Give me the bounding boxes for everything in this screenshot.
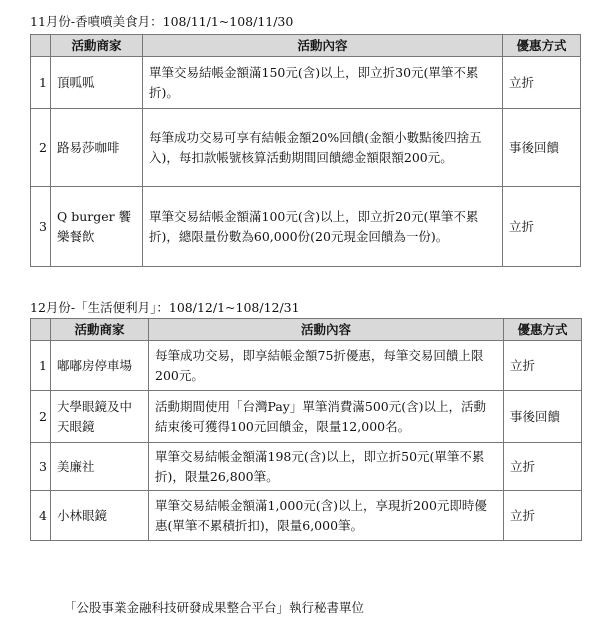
merchant-name: 美廉社: [51, 443, 149, 491]
row-number: 3: [31, 443, 51, 491]
table-row: [31, 341, 582, 391]
merchant-name: Q burger 饗樂餐飲: [51, 187, 143, 267]
offer-type: 立折: [504, 491, 582, 541]
table-row: [31, 391, 582, 443]
row-number: 2: [31, 391, 51, 443]
row-number: 4: [31, 491, 51, 541]
merchant-name: 路易莎咖啡: [51, 109, 143, 187]
offer-type: 立折: [504, 341, 582, 391]
promotion-content: 每筆成功交易可享有結帳金額20%回饋(金額小數點後四捨五入)，每扣款帳號核算活動期間回饋總金額限額200元。: [143, 109, 503, 187]
table-row: [31, 443, 582, 491]
header-merchant: 活動商家: [51, 35, 143, 57]
header-number: [31, 35, 51, 57]
november-promotions-table: [30, 34, 581, 267]
table-header-row: [31, 35, 581, 57]
offer-type: 立折: [503, 57, 581, 109]
promotion-content: 單筆交易結帳金額滿100元(含)以上，即立折20元(單筆不累折)，總限量份數為60,000份(20元現金回饋為一份)。: [143, 187, 503, 267]
promotion-content: 單筆交易結帳金額滿1,000元(含)以上，享現折200元即時優惠(單筆不累積折扣)，限量6,000筆。: [149, 491, 504, 541]
merchant-name: 大學眼鏡及中天眼鏡: [51, 391, 149, 443]
header-merchant: 活動商家: [51, 319, 149, 341]
row-number: 1: [31, 341, 51, 391]
table-row: [31, 187, 581, 267]
header-offer: 優惠方式: [503, 35, 581, 57]
offer-type: 事後回饋: [504, 391, 582, 443]
header-content: 活動內容: [143, 35, 503, 57]
merchant-name: 頂呱呱: [51, 57, 143, 109]
merchant-name: 嘟嘟房停車場: [51, 341, 149, 391]
table-row: [31, 109, 581, 187]
offer-type: 立折: [503, 187, 581, 267]
promotion-content: 單筆交易結帳金額滿150元(含)以上，即立折30元(單筆不累折)。: [143, 57, 503, 109]
section-1-caption: 11月份-香噴噴美食月：108/11/1~108/11/30: [30, 14, 294, 29]
organizer-footer: 「公股事業金融科技研發成果整合平台」執行秘書單位: [64, 600, 365, 615]
offer-type: 事後回饋: [503, 109, 581, 187]
header-offer: 優惠方式: [504, 319, 582, 341]
offer-type: 立折: [504, 443, 582, 491]
table-row: [31, 57, 581, 109]
row-number: 1: [31, 57, 51, 109]
section-2-caption: 12月份-「生活便利月」：108/12/1~108/12/31: [30, 300, 300, 315]
promotion-content: 單筆交易結帳金額滿198元(含)以上，即立折50元(單筆不累折)，限量26,800筆。: [149, 443, 504, 491]
promotion-content: 每筆成功交易，即享結帳金額75折優惠，每筆交易回饋上限200元。: [149, 341, 504, 391]
header-number: [31, 319, 51, 341]
table-header-row: [31, 319, 582, 341]
december-promotions-table: [30, 318, 582, 541]
promotion-content: 活動期間使用「台灣Pay」單筆消費滿500元(含)以上，活動結束後可獲得100元回饋金，限量12,000名。: [149, 391, 504, 443]
header-content: 活動內容: [149, 319, 504, 341]
row-number: 3: [31, 187, 51, 267]
row-number: 2: [31, 109, 51, 187]
merchant-name: 小林眼鏡: [51, 491, 149, 541]
table-row: [31, 491, 582, 541]
